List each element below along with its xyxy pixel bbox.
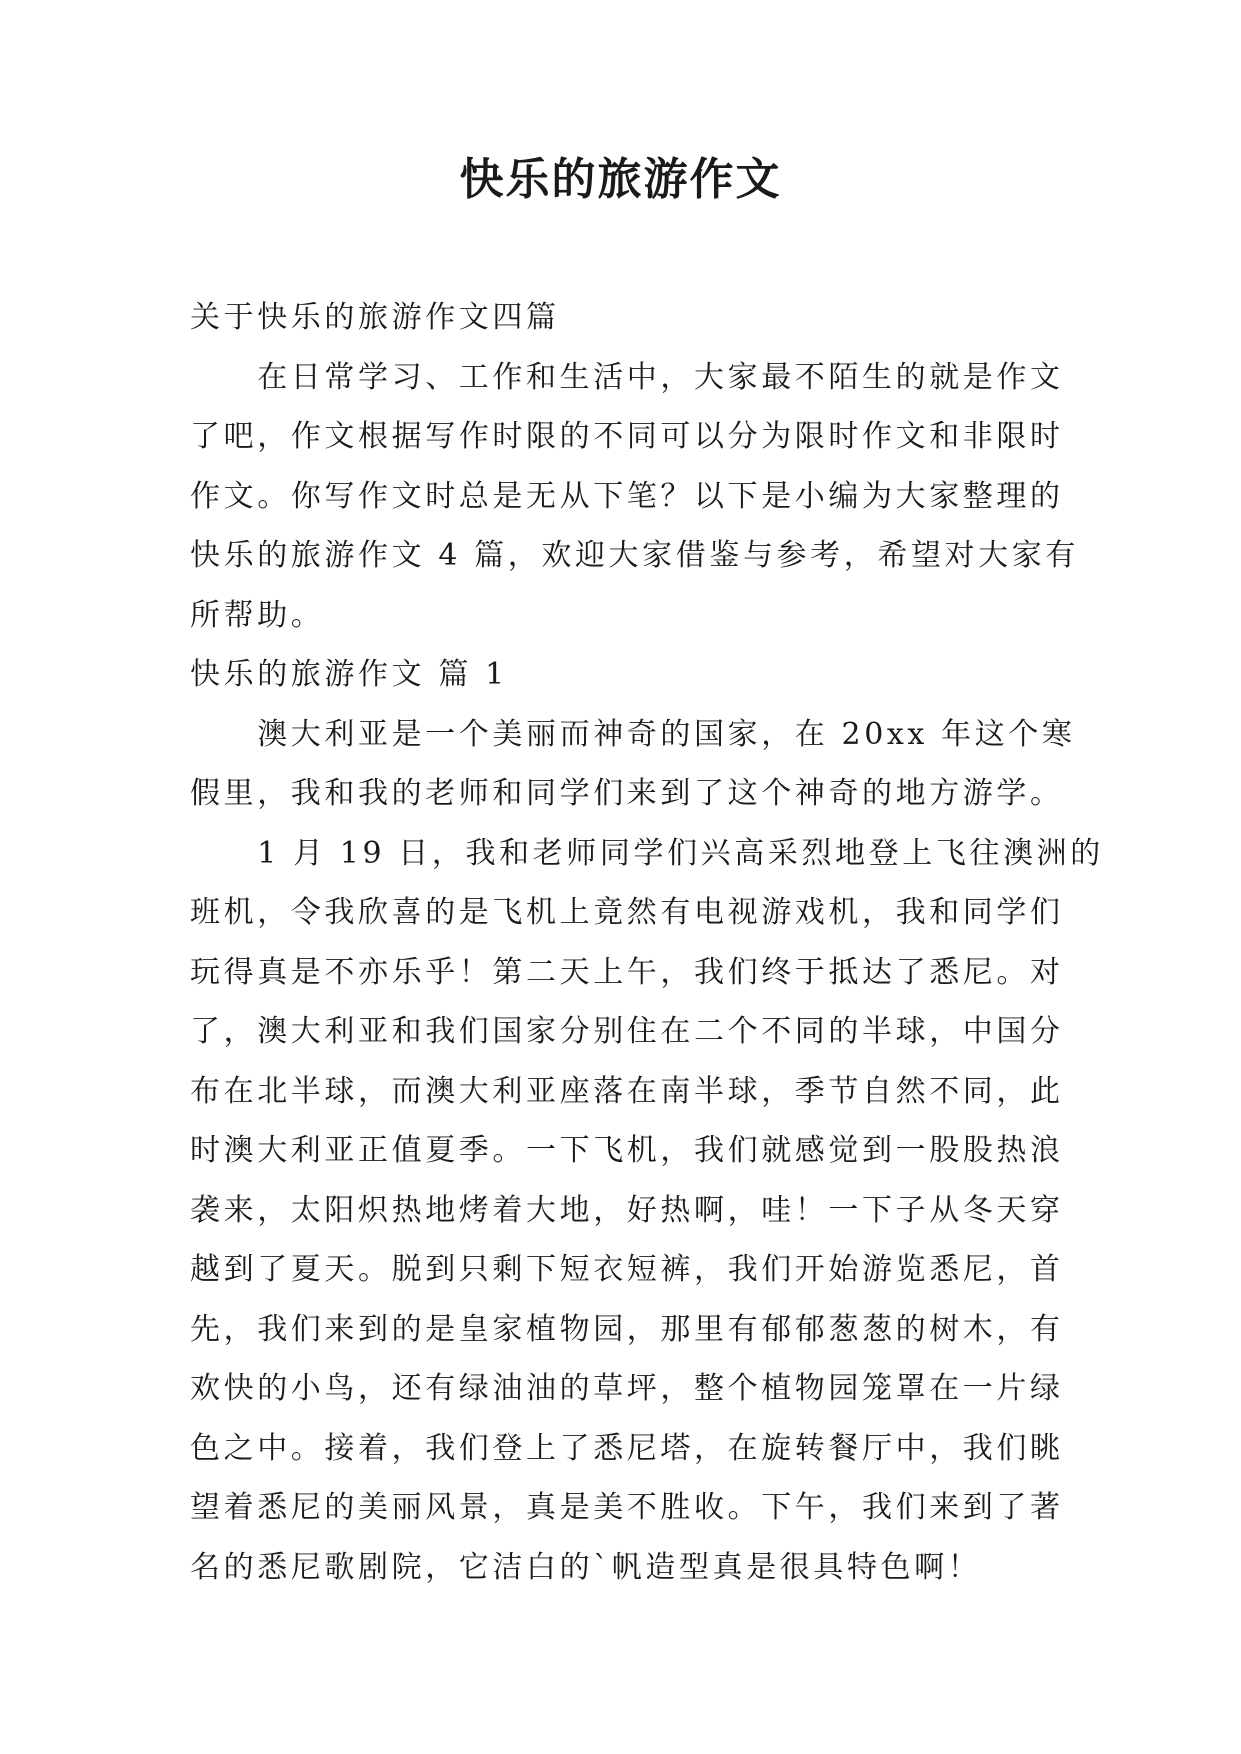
document-title: 快乐的旅游作文: [459, 154, 782, 205]
essay-line-8: 时澳大利亚正值夏季。一下飞机，我们就感觉到一股股热浪: [190, 1133, 1064, 1168]
intro-line-2: 了吧，作文根据写作时限的不同可以分为限时作文和非限时: [190, 419, 1064, 454]
intro-line-4: 快乐的旅游作文 4 篇，欢迎大家借鉴与参考，希望对大家有: [190, 538, 1079, 573]
section-heading: 快乐的旅游作文 篇 1: [190, 657, 508, 692]
essay-line-3: 1 月 19 日，我和老师同学们兴高采烈地登上飞往澳洲的: [190, 835, 1104, 871]
intro-line-3: 作文。你写作文时总是无从下笔？以下是小编为大家整理的: [190, 478, 1064, 514]
essay-line-7: 布在北半球，而澳大利亚座落在南半球，季节自然不同，此: [190, 1073, 1064, 1109]
essay-line-4: 班机，令我欣喜的是飞机上竟然有电视游戏机，我和同学们: [190, 895, 1064, 930]
essay-line-10: 越到了夏天。脱到只剩下短衣短裤，我们开始游览悉尼，首: [190, 1252, 1064, 1287]
subtitle-line: 关于快乐的旅游作文四篇: [190, 300, 560, 335]
essay-line-1: 澳大利亚是一个美丽而神奇的国家，在 20xx 年这个寒: [190, 716, 1076, 752]
essay-line-5: 玩得真是不亦乐乎！第二天上午，我们终于抵达了悉尼。对: [190, 954, 1064, 990]
essay-line-13: 色之中。接着，我们登上了悉尼塔，在旋转餐厅中，我们眺: [190, 1430, 1064, 1466]
document-body: [190, 288, 1104, 1597]
essay-line-11: 先，我们来到的是皇家植物园，那里有郁郁葱葱的树木，有: [190, 1311, 1064, 1347]
essay-line-14: 望着悉尼的美丽风景，真是美不胜收。下午，我们来到了著: [190, 1490, 1064, 1525]
essay-line-2: 假里，我和我的老师和同学们来到了这个神奇的地方游学。: [190, 776, 1064, 811]
intro-line-5: 所帮助。: [190, 597, 325, 633]
essay-line-15: 名的悉尼歌剧院，它洁白的`帆造型真是很具特色啊！: [190, 1549, 982, 1585]
essay-line-6: 了，澳大利亚和我们国家分别住在二个不同的半球，中国分: [190, 1014, 1064, 1049]
essay-line-9: 袭来，太阳炽热地烤着大地，好热啊，哇！一下子从冬天穿: [190, 1192, 1064, 1228]
intro-line-1: 在日常学习、工作和生活中，大家最不陌生的就是作文: [190, 359, 1064, 395]
essay-line-12: 欢快的小鸟，还有绿油油的草坪，整个植物园笼罩在一片绿: [190, 1371, 1064, 1406]
